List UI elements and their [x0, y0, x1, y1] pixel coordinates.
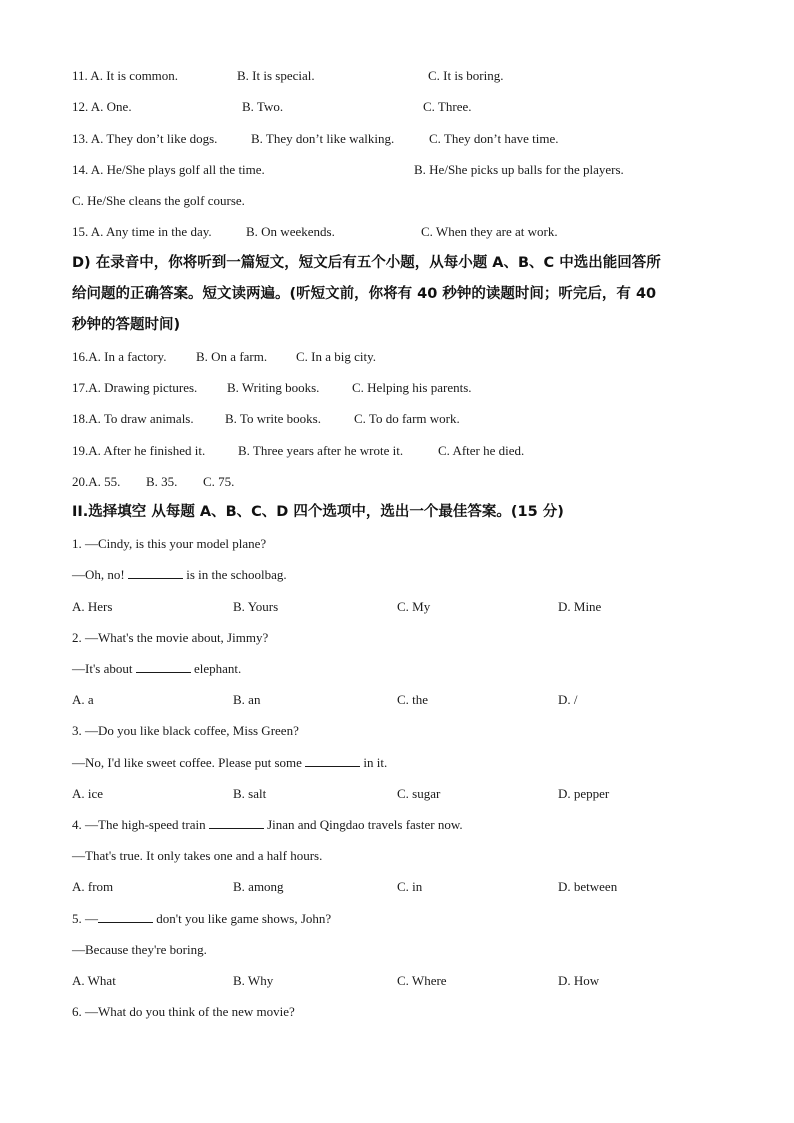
q4-option-d: D. between [558, 879, 618, 894]
q4-stem-before: 4. —The high-speed train [72, 817, 206, 832]
q13-option-a: 13. A. They don’t like dogs. [72, 131, 218, 146]
q5-stem [72, 910, 331, 928]
q3-option-b: B. salt [233, 786, 267, 801]
q20-option-c: C. 75. [203, 474, 235, 489]
q4-reply [72, 847, 322, 865]
q2-option-d: D. / [558, 692, 578, 707]
q1-option-a: A. Hers [72, 599, 113, 614]
q20-option-a: 20.A. 55. [72, 474, 121, 489]
q2-option-a: A. a [72, 692, 94, 707]
q6-stem [72, 1003, 295, 1021]
q15-option-c: C. When they are at work. [421, 224, 558, 239]
q4-option-c: C. in [397, 879, 423, 894]
q2-option-b: B. an [233, 692, 261, 707]
q1-stem [72, 535, 266, 553]
q4-option-b: B. among [233, 879, 284, 894]
q12-option-a: 12. A. One. [72, 99, 132, 114]
q2-reply-after: elephant. [193, 661, 242, 676]
q17-option-a: 17.A. Drawing pictures. [72, 380, 198, 395]
q5-option-b: B. Why [233, 973, 274, 988]
q17-option-b: B. Writing books. [227, 380, 320, 395]
q14-option-b: B. He/She picks up balls for the players. [414, 162, 624, 177]
q3-reply [72, 754, 387, 772]
section-d-heading-line-1: D) 在录音中，你将听到一篇短文，短文后有五个小题，从每小题 A、B、C 中选出能回答所 [72, 255, 661, 271]
q12-option-b: B. Two. [242, 99, 284, 114]
q1-option-c: C. My [397, 599, 431, 614]
q5-answer-blank [98, 910, 153, 923]
q18-option-c: C. To do farm work. [354, 411, 460, 426]
q19-option-a: 19.A. After he finished it. [72, 443, 206, 458]
section-ii-heading: II.选择填空 从每题 A、B、C、D 四个选项中，选出一个最佳答案。(15 分) [72, 504, 564, 520]
q3-option-a: A. ice [72, 786, 104, 801]
q5-option-d: D. How [558, 973, 600, 988]
q3-option-c: C. sugar [397, 786, 441, 801]
q11-option-a: 11. A. It is common. [72, 68, 179, 83]
q4-reply-text: —That's true. It only takes one and a half hours. [72, 848, 323, 863]
q3-stem-text: 3. —Do you like black coffee, Miss Green? [72, 723, 299, 738]
section-d-heading [72, 248, 722, 341]
section-d-heading-line-3: 秒钟的答题时间) [72, 317, 181, 333]
q11-option-c: C. It is boring. [428, 68, 504, 83]
q15-option-b: B. On weekends. [246, 224, 335, 239]
q19-option-b: B. Three years after he wrote it. [238, 443, 404, 458]
q14-option-a: 14. A. He/She plays golf all the time. [72, 162, 265, 177]
q4-stem-after: Jinan and Qingdao travels faster now. [267, 817, 463, 832]
q2-stem-text: 2. —What's the movie about, Jimmy? [72, 630, 269, 645]
q13-option-b: B. They don’t like walking. [251, 131, 395, 146]
q5-stem-after: don't you like game shows, John? [156, 911, 332, 926]
q17-option-c: C. Helping his parents. [352, 380, 472, 395]
q13-option-c: C. They don’t have time. [429, 131, 559, 146]
q2-stem [72, 629, 268, 647]
q15-option-a: 15. A. Any time in the day. [72, 224, 212, 239]
q14-option-c: C. He/She cleans the golf course. [72, 193, 245, 208]
q18-option-b: B. To write books. [225, 411, 321, 426]
q4-stem [72, 816, 463, 834]
q3-option-d: D. pepper [558, 786, 610, 801]
q3-stem [72, 722, 299, 740]
q1-answer-blank [128, 566, 183, 579]
q16-option-b: B. On a farm. [196, 349, 268, 364]
q2-reply-before: —It's about [72, 661, 133, 676]
q16-option-a: 16.A. In a factory. [72, 349, 167, 364]
q1-stem-text: 1. —Cindy, is this your model plane? [72, 536, 267, 551]
q3-reply-after: in it. [363, 755, 388, 770]
q4-option-a: A. from [72, 879, 114, 894]
q20-option-b: B. 35. [146, 474, 178, 489]
q3-answer-blank [305, 754, 360, 767]
q12-option-c: C. Three. [423, 99, 472, 114]
q1-reply [72, 566, 287, 584]
q11-option-b: B. It is special. [237, 68, 315, 83]
q4-answer-blank [209, 816, 264, 829]
q16-option-c: C. In a big city. [296, 349, 377, 364]
q1-option-b: B. Yours [233, 599, 279, 614]
q5-stem-before: 5. — [72, 911, 98, 926]
q19-option-c: C. After he died. [438, 443, 525, 458]
q5-option-c: C. Where [397, 973, 447, 988]
q2-answer-blank [136, 660, 191, 673]
q18-option-a: 18.A. To draw animals. [72, 411, 194, 426]
q5-reply-text: —Because they're boring. [72, 942, 207, 957]
q5-option-a: A. What [72, 973, 116, 988]
section-d-heading-line-2: 给问题的正确答案。短文读两遍。(听短文前，你将有 40 秒钟的读题时间；听完后，有 40 [72, 286, 657, 302]
q2-reply [72, 660, 241, 678]
q1-reply-after: is in the schoolbag. [186, 567, 287, 582]
q6-stem-text: 6. —What do you think of the new movie? [72, 1004, 295, 1019]
q1-option-d: D. Mine [558, 599, 602, 614]
q2-option-c: C. the [397, 692, 429, 707]
q3-reply-before: —No, I'd like sweet coffee. Please put some [72, 755, 302, 770]
q5-reply [72, 941, 207, 959]
q1-reply-before: —Oh, no! [72, 567, 125, 582]
